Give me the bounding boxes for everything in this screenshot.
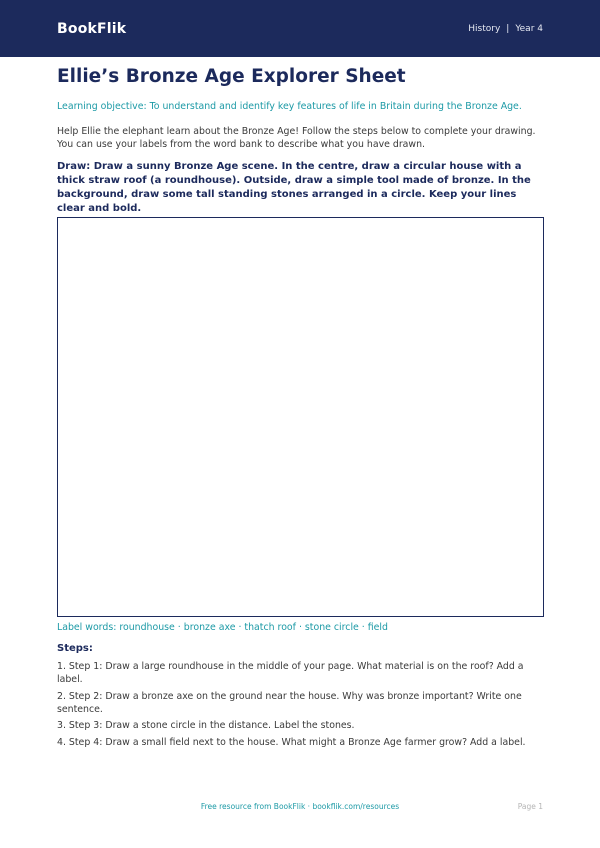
drawing-area[interactable] [57,217,544,617]
year-label: Year 4 [515,23,543,34]
step-item: 1. Step 1: Draw a large roundhouse in the middle of your page. What material is on the roof? Add a label. [57,661,524,685]
steps-heading: Steps: [57,643,93,654]
separator: | [506,23,510,34]
intro-text: Help Ellie the elephant learn about the Bronze Age! Follow the steps below to complete your drawing. You can use your labels from the word bank to describe what you have drawn. [57,126,536,150]
page-title: Ellie’s Bronze Age Explorer Sheet [57,66,406,87]
label-word-bank: Label words: roundhouse · bronze axe · thatch roof · stone circle · field [57,622,388,633]
brand-logo[interactable]: BookFlik [57,20,127,37]
footer-credit[interactable]: Free resource from BookFlik · bookflik.com/resources [200,802,400,811]
step-item: 4. Step 4: Draw a small field next to the house. What might a Bronze Age farmer grow? Add a label. [57,736,526,748]
page-number: Page 1 [517,802,543,811]
subject-year [468,24,543,34]
steps-list [57,660,543,752]
subject-label: History [468,23,501,34]
top-bar [0,0,600,57]
step-item: 2. Step 2: Draw a bronze axe on the ground near the house. Why was bronze important? Write one sentence. [57,690,522,715]
drawing-task: Draw: Draw a sunny Bronze Age scene. In the centre, draw a circular house with a thick straw roof (a roundhouse). Outside, draw a simple tool made of bronze. In the background, draw some tall standing stones arranged in a circle. Keep your lines clear and bold. [57,161,531,214]
learning-objective: Learning objective: To understand and identify key features of life in Britain during the Bronze Age. [57,101,522,112]
step-item: 3. Step 3: Draw a stone circle in the distance. Label the stones. [57,720,355,731]
